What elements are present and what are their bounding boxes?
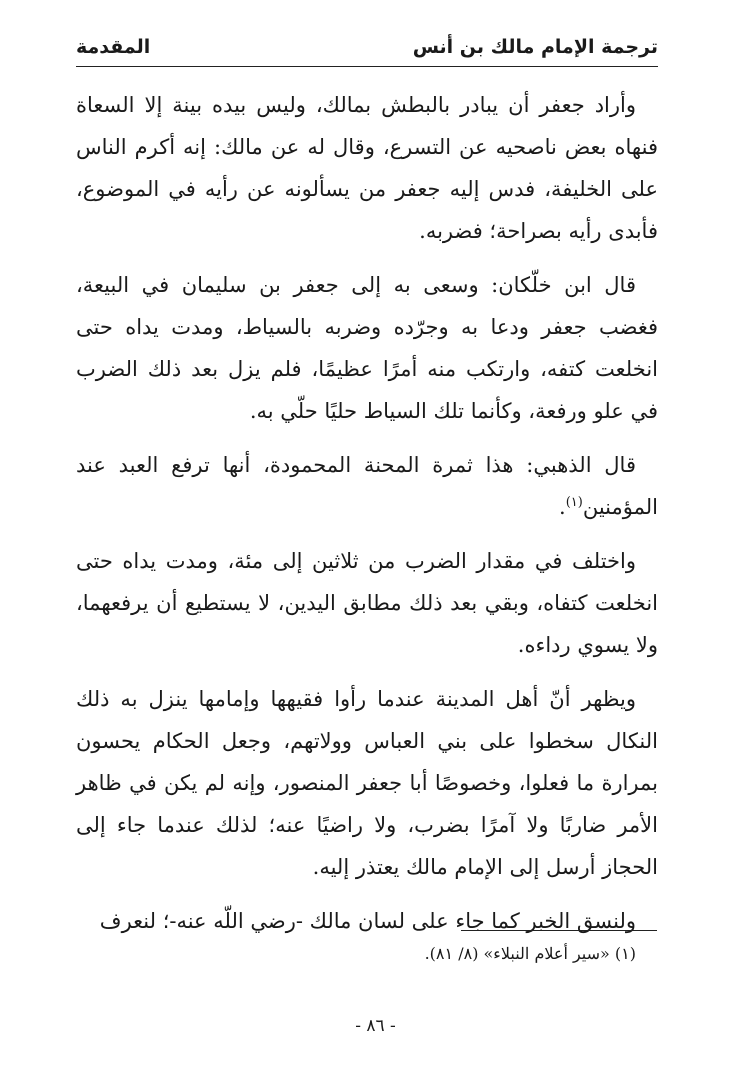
page-number: - ٨٦ - bbox=[355, 1016, 396, 1036]
paragraph-4: ويظهر أنّ أهل المدينة عندما رأوا فقيهها وإمامها ينزل به ذلك النكال سخطوا على بني العباس وولاتهم، وجعل الحكام يحسون بمرارة ما فعلوا، وخصوصًا أبا جعفر المنصور، وإنه لم يكن في ظاهر الأمر ضاربًا ولا آمرًا بضرب، ولا راضيًا عنه؛ لذلك عندما جاء إلى الحجاز أرسل إلى الإمام مالك يعتذر إليه. bbox=[76, 687, 658, 879]
footnote-divider bbox=[461, 930, 657, 931]
running-header bbox=[76, 30, 658, 64]
paragraph-dhahabi bbox=[76, 444, 658, 528]
header-title: ترجمة الإمام مالك بن أنس bbox=[412, 36, 658, 58]
footnote: (١) «سير أعلام النبلاء» (٨/ ٨١). bbox=[424, 944, 636, 963]
paragraph-1: وأراد جعفر أن يبادر بالبطش بمالك، وليس بيده بينة إلا السعاة فنهاه بعض ناصحيه عن التسرع، وقال له عن مالك: إنه أكرم الناس على الخليفة، فدس إليه جعفر من يسألونه عن رأيه في الموضوع، فأبدى رأيه بصراحة؛ فضربه. bbox=[76, 93, 658, 243]
header-divider bbox=[76, 66, 658, 67]
paragraph-3: واختلف في مقدار الضرب من ثلاثين إلى مئة، ومدت يداه حتى انخلعت كتفاه، وبقي بعد ذلك مطابق اليدين، لا يستطيع أن يرفعهما، ولا يسوي رداءه. bbox=[76, 549, 658, 657]
dhahabi-quote-text: قال الذهبي: هذا ثمرة المحنة المحمودة، أنها ترفع العبد عند المؤمنين bbox=[76, 453, 658, 519]
paragraph-2: قال ابن خلّكان: وسعى به إلى جعفر بن سليمان في البيعة، فغضب جعفر ودعا به وجرّده وضربه بالسياط، ومدت يداه حتى انخلعت كتفه، وارتكب منه أمرًا عظيمًا، فلم يزل بعد ذلك الضرب في علو ورفعة، وكأنما تلك السياط حليًا حلّي به. bbox=[76, 273, 658, 423]
dhahabi-quote-end: . bbox=[559, 495, 566, 519]
main-text bbox=[76, 84, 658, 954]
paragraph-5: ولنسق الخبر كما جاء على لسان مالك -رضي اللّه عنه-؛ لنعرف bbox=[99, 909, 636, 933]
footnote-reference[interactable]: (١) bbox=[565, 495, 583, 510]
header-section: المقدمة bbox=[76, 36, 151, 58]
